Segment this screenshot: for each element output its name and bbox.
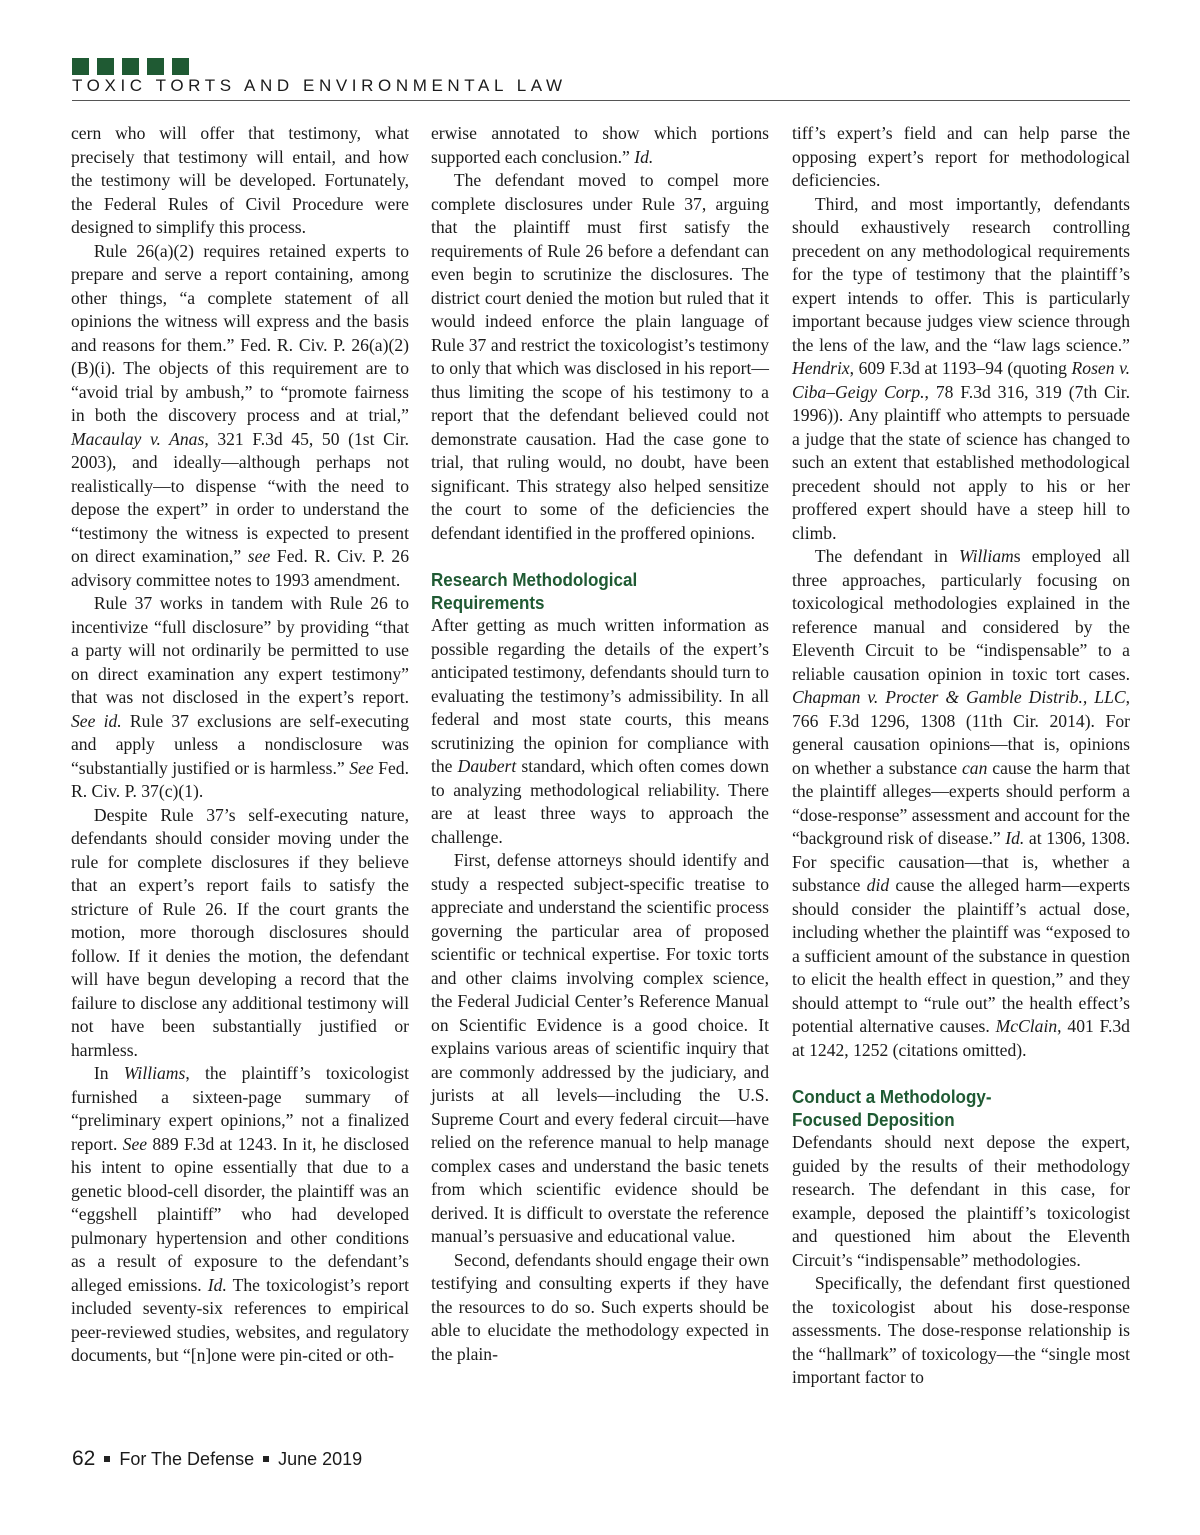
paragraph: First, defense attorneys should identify and study a respected subject-specific treatise to appreciate and understand the scientific process governing the particular area of proposed scientific or technical expertise. For toxic torts and other claims involving complex science, the Federal Judicial Center’s Reference Manual on Scientific Evidence is a good choice. It explains various areas of scientific inquiry that are commonly addressed by the judiciary, and jurists at all levels—including the U.S. Supreme Court and every federal circuit—have relied on the reference manual to help manage complex cases and understand the basic tenets from which scientific evidence should be derived. It is difficult to overstate the reference manual’s persuasive and educational value. <box>431 850 769 1246</box>
bullet-separator <box>104 1456 110 1462</box>
header-square <box>122 58 139 75</box>
paragraph: Third, and most importantly, defendants should exhaustively research controlling precedent on any methodological requirements for the type of testimony that the plaintiff’s expert intends to offer. This is particularly important because judges view science through the lens of the law, and the “law lags science.” Hendrix, 609 F.3d at 1193–94 (quoting Rosen v. Ciba–Geigy Corp., 78 F.3d 316, 319 (7th Cir. 1996)). Any plaintiff who attempts to persuade a judge that the state of science has changed to such an extent that established methodological precedent should not apply to his or her proffered expert should have a steep hill to climb. <box>792 193 1131 543</box>
header-squares <box>72 58 189 75</box>
header-square <box>97 58 114 75</box>
paragraph: Despite Rule 37’s self-executing nature, defendants should consider moving under the rule for complete disclosures if they believe that an expert’s report fails to satisfy the stricture of Rule 26. If the court grants the motion, more thorough disclosures should follow. If it denies the motion, the defendant will have begun developing a record that the failure to disclose any additional testimony will not have been substantially justified or harmless. <box>71 804 409 1060</box>
section-heading: Conduct a Methodology- Focused Deposition <box>792 1086 992 1130</box>
paragraph: In Williams, the plaintiff’s toxicologist furnished a sixteen-page summary of “preliminary expert opinions,” not a finalized report. See 889 F.3d at 1243. In it, he disclosed his intent to opine essentially that due to a genetic blood-cell disorder, the plaintiff was an “eggshell plaintiff” who had developed pulmonary hypertension and other conditions as a result of exposure to the defendant’s alleged emissions. Id. The toxicologist’s report included seventy-six references to empirical peer-reviewed studies, websites, and regulatory documents, but “[n]one were pin-cited or oth- <box>71 1063 409 1365</box>
paragraph: The defendant moved to compel more complete disclosures under Rule 37, arguing that the plaintiff must first satisfy the requirements of Rule 26 before a defendant can even begin to scrutinize the disclosures. The district court denied the motion but ruled that it would indeed enforce the plain language of Rule 37 and restrict the toxicologist’s testimony to only that which was disclosed in his report—thus limiting the scope of his testimony to a report that the defendant believed could not demonstrate causation. Had the case gone to trial, that ruling would, no doubt, have been significant. This strategy also helped sensitize the court to some of the deficiencies the defendant identified in the proffered opinions. <box>431 170 769 543</box>
paragraph: erwise annotated to show which portions supported each conclusion.” Id. <box>431 123 769 167</box>
paragraph: After getting as much written information as possible regarding the details of the expert’s anticipated testimony, defendants should turn to evaluating the testimony’s admissibility. In all federal and most state courts, this means scrutinizing the opinion for compliance with the Daubert standard, which often comes down to analyzing methodological reliability. There are at least three ways to approach the challenge. <box>431 615 769 847</box>
paragraph: Rule 37 works in tandem with Rule 26 to incentivize “full disclosure” by providing “that a party will not ordinarily be permitted to use on direct examination any expert testimony” that was not disclosed in the expert’s report. See id. Rule 37 exclusions are self-executing and apply unless a nondisclosure was “substantially justified or is harmless.” See Fed. R. Civ. P. 37(c)(1). <box>71 593 409 801</box>
paragraph: Specifically, the defendant first questioned the toxicologist about his dose-response assessments. The dose-response relationship is the “hallmark” of toxicology—the “single most important factor to <box>792 1273 1130 1387</box>
issue-date: June 2019 <box>278 1448 363 1469</box>
section-title: TOXIC TORTS AND ENVIRONMENTAL LAW <box>72 76 567 95</box>
bullet-separator <box>263 1456 269 1462</box>
header-square <box>72 58 89 75</box>
paragraph: The defendant in Williams employed all three approaches, particularly focusing on toxicological methodologies explained in the reference manual and considered by the Eleventh Circuit to be “indispensable” to a reliable causation opinion in toxic tort cases. Chapman v. Procter & Gamble Distrib., LLC, 766 F.3d 1296, 1308 (11th Cir. 2014). For general causation opinions—that is, opinions on whether a substance can cause the harm that the plaintiff alleges—experts should perform a “dose-response” assessment and account for the “background risk of disease.” Id. at 1306, 1308. For specific causation—that is, whether a substance did cause the alleged harm—experts should consider the plaintiff’s actual dose, including whether the plaintiff was “exposed to a sufficient amount of the substance in question to elicit the health effect in question,” and they should attempt to “rule out” the health effect’s potential alternative causes. McClain, 401 F.3d at 1242, 1252 (citations omitted). <box>792 546 1130 1060</box>
paragraph: Second, defendants should engage their own testifying and consulting experts if they have the resources to do so. Such experts should be able to elucidate the methodology expected in the plain- <box>431 1249 769 1364</box>
paragraph: Rule 26(a)(2) requires retained experts to prepare and serve a report containing, among other things, “a complete statement of all opinions the witness will express and the basis and reasons for them.” Fed. R. Civ. P. 26(a)(2)(B)(i). The objects of this requirement are to “avoid trial by ambush,” to “promote fairness in both the discovery process and at trial,” Macaulay v. Anas, 321 F.3d 45, 50 (1st Cir. 2003), and ideally—although perhaps not realistically—to dispense “with the need to depose the expert” in order to understand the “testimony the witness is expected to present on direct examination,” see Fed. R. Civ. P. 26 advisory committee notes to 1993 amendment. <box>71 240 409 590</box>
header-square <box>172 58 189 75</box>
case-citation: Williams <box>123 1063 186 1083</box>
case-citation: Macaulay v. Anas <box>71 428 205 449</box>
spacer <box>792 1062 1130 1085</box>
page-footer <box>72 1447 362 1471</box>
paragraph: Defendants should next depose the expert, guided by the results of their methodology research. The defendant in this case, for example, deposed the plaintiff’s toxicologist and questioned him about the Eleventh Circuit’s “indispensable” methodologies. <box>792 1132 1130 1270</box>
spacer <box>431 545 769 568</box>
header-square <box>147 58 164 75</box>
paragraph: cern who will offer that testimony, what precisely that testimony will entail, and how the testimony will be developed. Fortunately, the Federal Rules of Civil Procedure were designed to simplify this process. <box>71 123 409 237</box>
page-number: 62 <box>72 1447 96 1470</box>
column-2 <box>431 122 769 1366</box>
publication-name: For The Defense <box>119 1448 255 1469</box>
header-rule <box>72 100 1130 101</box>
paragraph: tiff’s expert’s field and can help parse the opposing expert’s report for methodological deficiencies. <box>792 123 1130 190</box>
column-1 <box>71 122 409 1368</box>
column-3 <box>792 122 1130 1390</box>
section-heading: Research Methodological Requirements <box>431 569 638 613</box>
